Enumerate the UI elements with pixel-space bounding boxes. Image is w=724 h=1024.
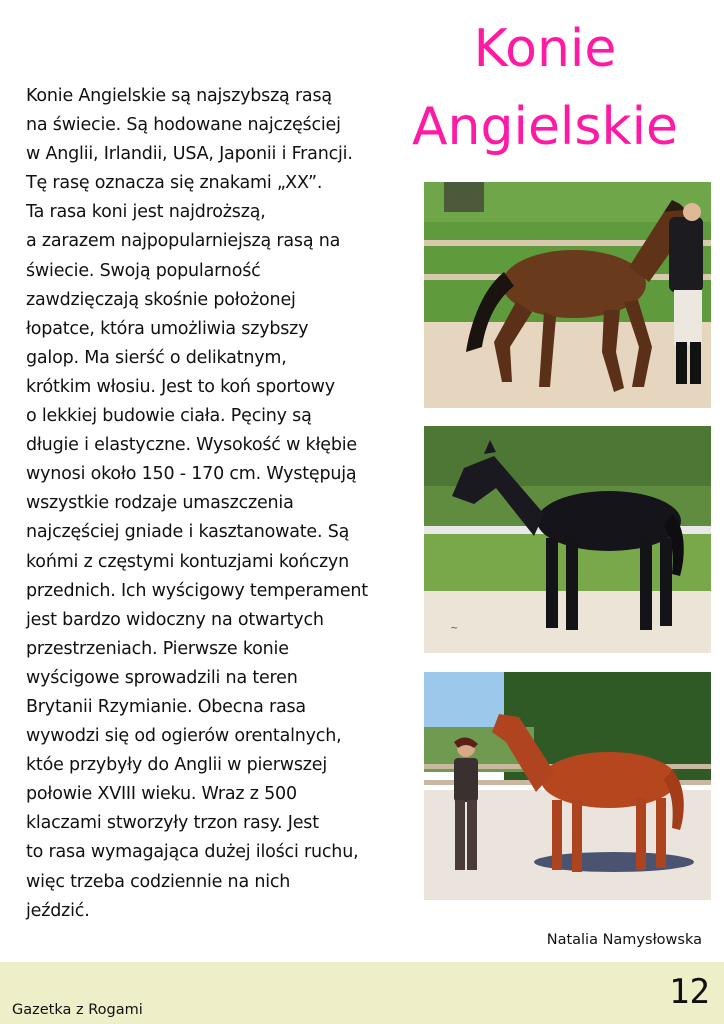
article-body bbox=[26, 82, 398, 926]
body-line: a zarazem najpopularniejszą rasą na bbox=[26, 231, 341, 252]
body-line: w Anglii, Irlandii, USA, Japonii i Francji. bbox=[26, 144, 353, 165]
body-line: przednich. Ich wyścigowy temperament bbox=[26, 580, 368, 601]
page-number: 12 bbox=[669, 972, 710, 1012]
body-line: jeździć. bbox=[26, 900, 90, 921]
author-name: Natalia Namysłowska bbox=[546, 932, 702, 948]
body-line: wynosi około 150 - 170 cm. Występują bbox=[26, 464, 357, 485]
body-line: najczęściej gniade i kasztanowate. Są bbox=[26, 522, 350, 543]
body-line: przestrzeniach. Pierwsze konie bbox=[26, 638, 289, 659]
title-line: Konie bbox=[473, 19, 617, 79]
horse-photo-bay-with-handler bbox=[424, 182, 711, 408]
body-line: Konie Angielskie są najszybszą rasą bbox=[26, 86, 332, 106]
body-line: końmi z częstymi kontuzjami kończyn bbox=[26, 551, 349, 572]
horse-photo-chestnut-with-handler bbox=[424, 672, 711, 900]
body-line: długie i elastyczne. Wysokość w kłębie bbox=[26, 435, 357, 456]
body-line: galop. Ma sierść o delikatnym, bbox=[26, 347, 287, 368]
body-line: łopatce, która umożliwia szybszy bbox=[26, 318, 309, 339]
body-line: wszystkie rodzaje umaszczenia bbox=[26, 493, 294, 514]
body-line: Tę rasę oznacza się znakami „XX”. bbox=[26, 173, 323, 194]
body-line: na świecie. Są hodowane najczęściej bbox=[26, 115, 341, 136]
svg-text:~: ~ bbox=[450, 623, 459, 634]
article-title bbox=[400, 10, 690, 166]
body-line: klaczami stworzyły trzon rasy. Jest bbox=[26, 813, 319, 834]
title-line: Angielskie bbox=[411, 97, 679, 157]
body-line: więc trzeba codziennie na nich bbox=[26, 871, 291, 892]
body-line: Brytanii Rzymianie. Obecna rasa bbox=[26, 696, 306, 717]
body-line: połowie XVIII wieku. Wraz z 500 bbox=[26, 784, 297, 805]
body-line: wywodzi się od ogierów orentalnych, bbox=[26, 726, 342, 747]
footer-band bbox=[0, 962, 724, 1024]
horse-photo-dark-bay-standing bbox=[424, 426, 711, 653]
body-line: o lekkiej budowie ciała. Pęciny są bbox=[26, 406, 312, 427]
body-line: któe przybyły do Anglii w pierwszej bbox=[26, 755, 327, 776]
body-line: wyścigowe sprowadzili na teren bbox=[26, 667, 298, 688]
magazine-name: Gazetka z Rogami bbox=[12, 1002, 143, 1018]
body-line: to rasa wymagająca dużej ilości ruchu, bbox=[26, 842, 359, 863]
body-line: zawdzięczają skośnie położonej bbox=[26, 289, 296, 310]
body-line: świecie. Swoją popularność bbox=[26, 260, 261, 281]
body-line: Ta rasa koni jest najdroższą, bbox=[26, 202, 266, 223]
body-line: krótkim włosiu. Jest to koń sportowy bbox=[26, 376, 335, 397]
body-line: jest bardzo widoczny na otwartych bbox=[26, 609, 324, 630]
